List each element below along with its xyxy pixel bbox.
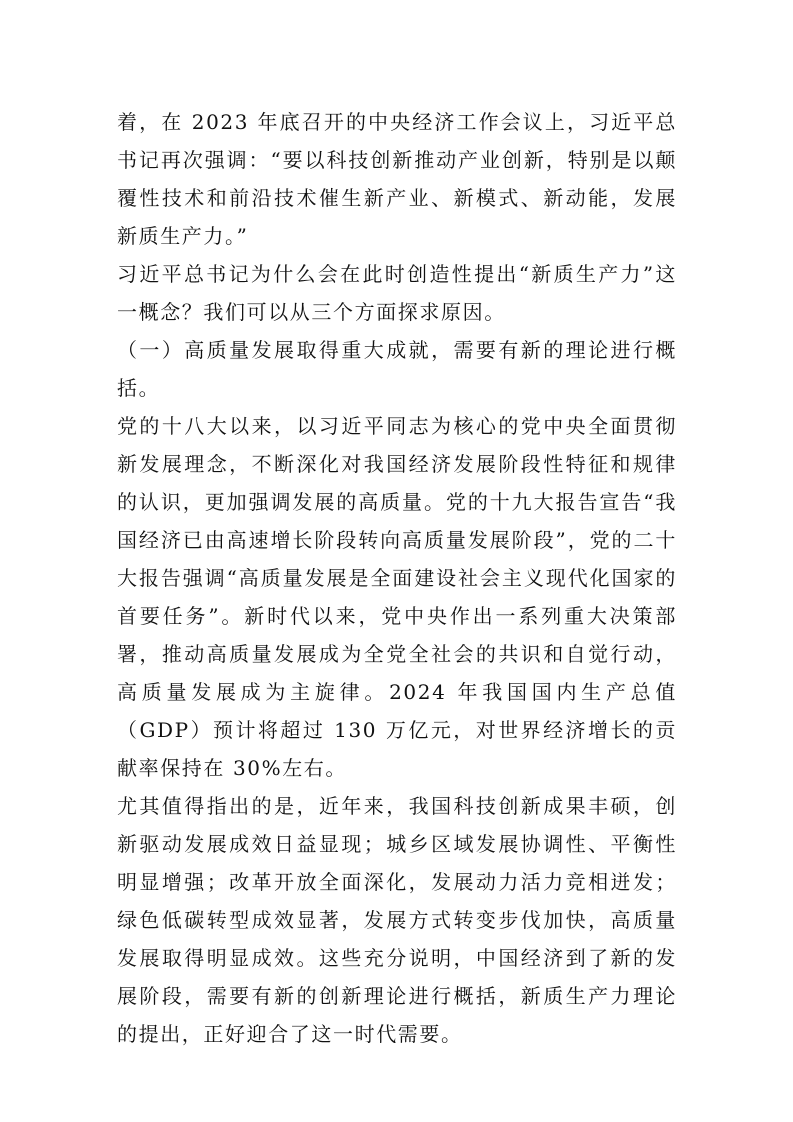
paragraph-quote: 着，在 2023 年底召开的中央经济工作会议上，习近平总书记再次强调：“要以科技创新推动产业创新，特别是以颠覆性技术和前沿技术催生新产业、新模式、新动能，发展新质生产力。” <box>117 110 677 248</box>
section-heading: （一）高质量发展取得重大成就，需要有新的理论进行概括。 <box>117 338 677 400</box>
document-body <box>117 103 677 1053</box>
paragraph-summary: 尤其值得指出的是，近年来，我国科技创新成果丰硕，创新驱动发展成效日益显现；城乡区域发展协调性、平衡性明显增强；改革开放全面深化，发展动力活力竞相迸发；绿色低碳转型成效显著，发展方式转变步伐加快，高质量发展取得明显成效。这些充分说明，中国经济到了新的发展阶段，需要有新的创新理论进行概括，新质生产力理论的提出，正好迎合了这一时代需要。 <box>117 794 677 1046</box>
paragraph-achievements: 党的十八大以来，以习近平同志为核心的党中央全面贯彻新发展理念，不断深化对我国经济发展阶段性特征和规律的认识，更加强调发展的高质量。党的十九大报告宣告“我国经济已由高速增长阶段转向高质量发展阶段”，党的二十大报告强调“高质量发展是全面建设社会主义现代化国家的首要任务”。新时代以来，党中央作出一系列重大决策部署，推动高质量发展成为全党全社会的共识和自觉行动，高质量发展成为主旋律。2024 年我国国内生产总值（GDP）预计将超过 130 万亿元，对世界经济增长的贡献率保持在 30%左右。 <box>117 414 677 780</box>
paragraph-question: 习近平总书记为什么会在此时创造性提出“新质生产力”这一概念？我们可以从三个方面探求原因。 <box>117 262 677 324</box>
